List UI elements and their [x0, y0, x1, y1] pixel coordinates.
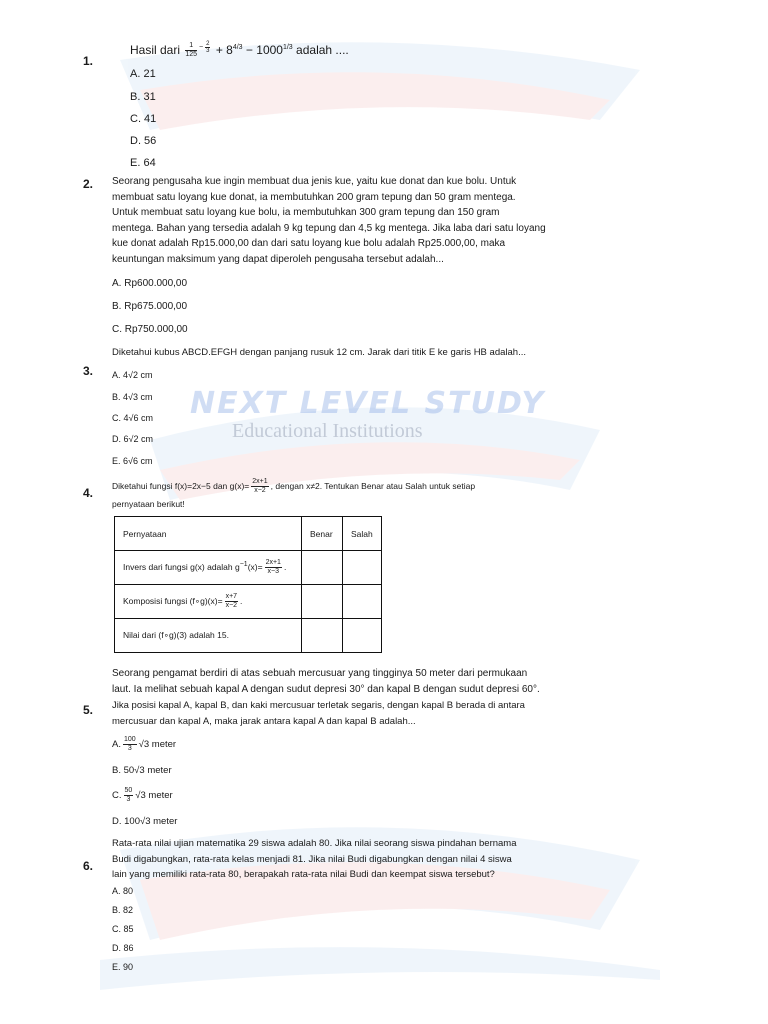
q2-stem-line-2: membuat satu loyang kue donat, ia membutuhkan 200 gram tepung dan 50 gram mentega. — [112, 192, 516, 203]
q1-option-c: C. 41 — [130, 113, 157, 125]
q2-option-a: A. Rp600.000,00 — [112, 278, 188, 289]
q3-stem: Diketahui kubus ABCD.EFGH dengan panjang rusuk 12 cm. Jarak dari titik E ke garis HB adalah... — [112, 347, 526, 358]
q3-option-d: D. 6√2 cm — [112, 434, 153, 444]
q2-number: 2. — [83, 177, 94, 191]
q4-number: 4. — [83, 486, 94, 500]
statement-2: Komposisi fungsi (f∘g)(x)= $\frac{x+7}{x-2}$ . — [115, 585, 302, 619]
q2-option-c: C. Rp750.000,00 — [112, 324, 188, 335]
q5-stem-line-4: mercusuar dan kapal A, maka jarak antara kapal A dan kapal B adalah... — [112, 716, 416, 727]
q1-number: 1. — [83, 54, 94, 68]
q2-stem-line-1: Seorang pengusaha kue ingin membuat dua jenis kue, yaitu kue donat dan kue bolu. Untuk — [112, 176, 517, 187]
statement-1-true-cell[interactable] — [302, 551, 343, 585]
q2-stem-line-3: Untuk membuat satu loyang kue bolu, ia membutuhkan 300 gram tepung dan 150 gram — [112, 207, 500, 218]
q4-stem-part-b: , dengan x≠2. Tentukan Benar atau Salah untuk setiap — [270, 481, 476, 491]
statement-2-true-cell[interactable] — [302, 585, 343, 619]
q1-option-a: A. 21 — [130, 68, 156, 80]
q1-option-b: B. 31 — [130, 91, 156, 103]
q1-exp3: 1/3 — [282, 44, 293, 51]
header-true: Benar — [302, 517, 343, 551]
q2-option-b: B. Rp675.000,00 — [112, 301, 188, 312]
q4-stem-line-2: pernyataan berikut! — [112, 499, 185, 509]
q3-option-b: B. 4√3 cm — [112, 392, 153, 402]
q1-term-8: + 8 — [215, 43, 233, 57]
q1-stem: Hasil dari $\frac{1}{125}$ $^{- \frac{2}{3}}$ + $8^{4/3} - 1000^{1/3}$ adalah .... — [130, 40, 349, 59]
q1-stem-suffix: adalah .... — [296, 43, 349, 57]
q4-stem-part-a: Diketahui fungsi f(x)=2x−5 dan g(x)= — [112, 481, 250, 491]
table-row — [115, 585, 382, 619]
q5-option-a: A. $\frac{100}{3}$ √3 meter — [112, 736, 177, 752]
statement-3: Nilai dari (f∘g)(3) adalah 15. — [115, 619, 302, 653]
q4-stem-fraction: $\frac{2x+1}{x-2}$ — [252, 478, 268, 495]
q6-stem-line-3: lain yang memiliki rata-rata 80, berapakah rata-rata nilai Budi dan keempat siswa tersebut? — [112, 869, 495, 880]
header-statement: Pernyataan — [115, 517, 302, 551]
q3-number: 3. — [83, 364, 94, 378]
q6-number: 6. — [83, 859, 94, 873]
q1-fraction: $\frac{1}{125}$ — [185, 42, 198, 59]
q1-stem-prefix: Hasil dari — [130, 43, 181, 57]
table-row — [115, 619, 382, 653]
q2-stem-line-5: kue donat adalah Rp15.000,00 dan dari satu loyang kue bolu adalah Rp25.000,00, maka — [112, 238, 506, 249]
q1-term-1000: − 1000 — [245, 43, 283, 57]
q3-option-e: E. 6√6 cm — [112, 456, 153, 466]
q4-statement-table — [114, 516, 382, 653]
q6-stem-line-1: Rata-rata nilai ujian matematika 29 siswa adalah 80. Jika nilai seorang siswa pindahan bernama — [112, 838, 517, 849]
statement-3-false-cell[interactable] — [343, 619, 382, 653]
q5-option-c: C. $\frac{50}{3}$ √3 meter — [112, 787, 173, 803]
q4-stem-line-1 — [112, 478, 475, 495]
q1-option-d: D. 56 — [130, 135, 157, 147]
q6-option-d: D. 86 — [112, 943, 134, 953]
header-false: Salah — [343, 517, 382, 551]
q2-stem-line-6: keuntungan maksimum yang dapat diperoleh pengusaha tersebut adalah... — [112, 254, 444, 265]
statement-1: Invers dari fungsi g(x) adalah $g^{-1}(x)=$ $\frac{2x+1}{x-3}$ . — [115, 551, 302, 585]
q3-option-a: A. 4√2 cm — [112, 370, 153, 380]
q6-option-c: C. 85 — [112, 924, 134, 934]
q6-option-b: B. 82 — [112, 905, 134, 915]
q1-option-e: E. 64 — [130, 157, 156, 169]
q5-stem-line-2: laut. Ia melihat sebuah kapal A dengan sudut depresi 30° dan kapal B dengan sudut depresi 60°. — [112, 684, 540, 695]
q6-option-e: E. 90 — [112, 962, 134, 972]
table-header-row — [115, 517, 382, 551]
watermark-title: NEXT LEVEL STUDY — [190, 386, 546, 421]
table-row — [115, 551, 382, 585]
q2-stem-line-4: mentega. Bahan yang tersedia adalah 9 kg tepung dan 4,5 kg mentega. Jika laba dari satu loyang — [112, 223, 546, 234]
q5-number: 5. — [83, 703, 94, 717]
q1-exp2: 4/3 — [232, 44, 243, 51]
q5-option-d: D. 100√3 meter — [112, 816, 178, 827]
q3-option-c: C. 4√6 cm — [112, 413, 153, 423]
watermark-subtitle: Educational Institutions — [232, 420, 423, 442]
statement-3-true-cell[interactable] — [302, 619, 343, 653]
statement-1-false-cell[interactable] — [343, 551, 382, 585]
q5-stem-line-3: Jika posisi kapal A, kapal B, dan kaki mercusuar terletak segaris, dengan kapal B berada di antara — [112, 700, 525, 711]
statement-2-false-cell[interactable] — [343, 585, 382, 619]
q5-stem-line-1: Seorang pengamat berdiri di atas sebuah mercusuar yang tingginya 50 meter dari permukaan — [112, 668, 528, 679]
q6-stem-line-2: Budi digabungkan, rata-rata kelas menjadi 81. Jika nilai Budi digabungkan dengan nilai 4 siswa — [112, 854, 512, 865]
q6-option-a: A. 80 — [112, 886, 134, 896]
q5-option-b: B. 50√3 meter — [112, 765, 172, 776]
